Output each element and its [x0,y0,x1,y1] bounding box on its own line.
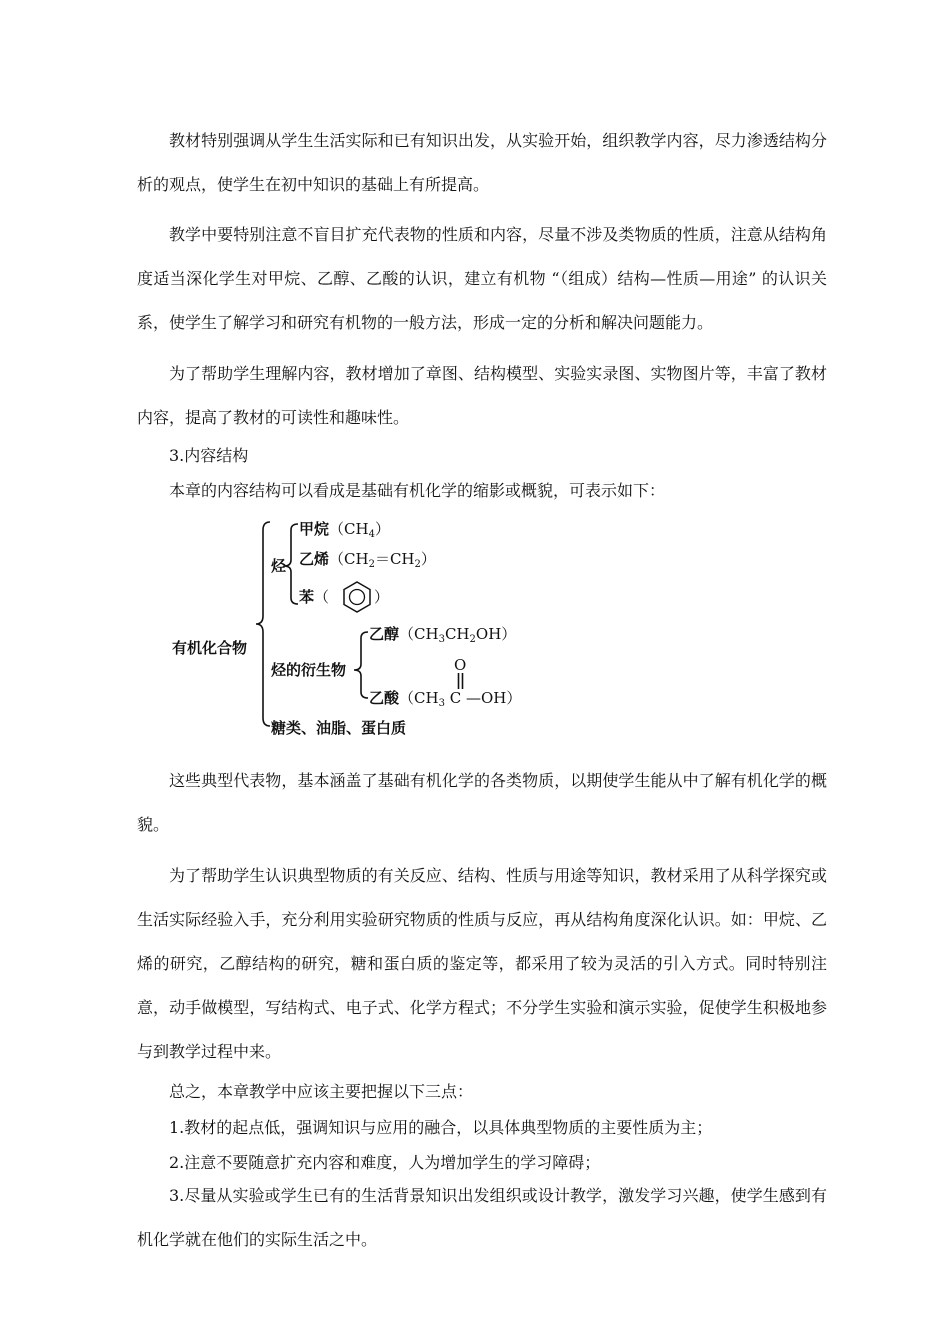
ethylene-row [299,549,436,575]
acetic-acid-formula: （$CH_3$ C —OH） [399,689,522,709]
benzene-name: 苯 [299,588,315,606]
benzene-row [299,587,329,607]
paragraph-1: 教材特别强调从学生生活实际和已有知识出发，从实验开始，组织教学内容，尽力渗透结构分析的观点，使学生在初中知识的基础上有所提高。 [137,131,827,194]
methane-name: 甲烷 [299,520,330,538]
ethanol-formula: $(CH_3CH_2OH)$ [399,625,517,645]
key-point-1: 1.教材的起点低，强调知识与应用的融合，以具体典型物质的主要性质为主； [169,1118,713,1137]
paragraph-2: 教学中要特别注意不盲目扩充代表物的性质和内容，尽量不涉及类物质的性质，注意从结构角度适当深化学生对甲烷、乙醇、乙酸的认识，建立有机物 “（组成）结构—性质—用途” 的认识关系，使学生了解学习和研究有机物的一般方法，形成一定的分析和解决问题能力。 [137,225,827,332]
ethylene-name: 乙烯 [299,550,330,568]
ethanol-row [369,624,516,650]
key-point-2: 2.注意不要随意扩充内容和难度，人为增加学生的学习障碍； [169,1153,601,1172]
paragraph-6: 为了帮助学生认识典型物质的有关反应、结构、性质与用途等知识，教材采用了从科学探究或生活实际经验入手，充分利用实验研究物质的性质与反应，再从结构角度深化认识。如：甲烷、乙烯的研究，乙醇结构的研究，糖和蛋白质的鉴定等，都采用了较为灵活的引入方式。同时特别注意，动手做模型，写结构式、电子式、化学方程式；不分学生实验和演示实验，促使学生积极地参与到教学过程中来。 [137,866,827,1061]
acetic-acid-row [369,688,521,714]
benzene-paren-close: ） [374,588,390,606]
key-point-3: 3.尽量从实验或学生已有的生活背景知识出发组织或设计教学，激发学习兴趣，使学生感到有机化学就在他们的实际生活之中。 [137,1186,827,1249]
hydrocarbon-label: 烃 [271,557,287,575]
paragraph-5: 这些典型代表物，基本涵盖了基础有机化学的各类物质，以期使学生能从中了解有机化学的概貌。 [137,771,827,834]
paragraph-3: 为了帮助学生理解内容，教材增加了章图、结构模型、实验实录图、实物图片等，丰富了教材内容，提高了教材的可读性和趣味性。 [137,364,827,427]
organic-compound-structure-diagram [170,516,550,746]
carbonyl-oxygen: O [454,656,467,674]
paragraph-7: 总之，本章教学中应该主要把握以下三点： [169,1082,474,1101]
derivatives-label: 烃的衍生物 [271,661,347,679]
benzene-paren-open: （ [314,588,330,606]
acetic-acid-name: 乙酸 [369,689,400,707]
paragraph-4: 本章的内容结构可以看成是基础有机化学的缩影或概貌，可表示如下： [169,481,666,500]
methane-formula: $(CH_4)$ [329,520,390,540]
benzene-ring-icon [344,582,370,612]
other-compounds: 糖类、油脂、蛋白质 [271,719,407,737]
methane-row [299,519,390,545]
ethylene-formula: $(CH_2=CH_2)$ [329,550,436,570]
root-organic-compounds: 有机化合物 [172,639,248,657]
section-heading: 3.内容结构 [169,446,249,465]
ethanol-name: 乙醇 [369,625,400,643]
